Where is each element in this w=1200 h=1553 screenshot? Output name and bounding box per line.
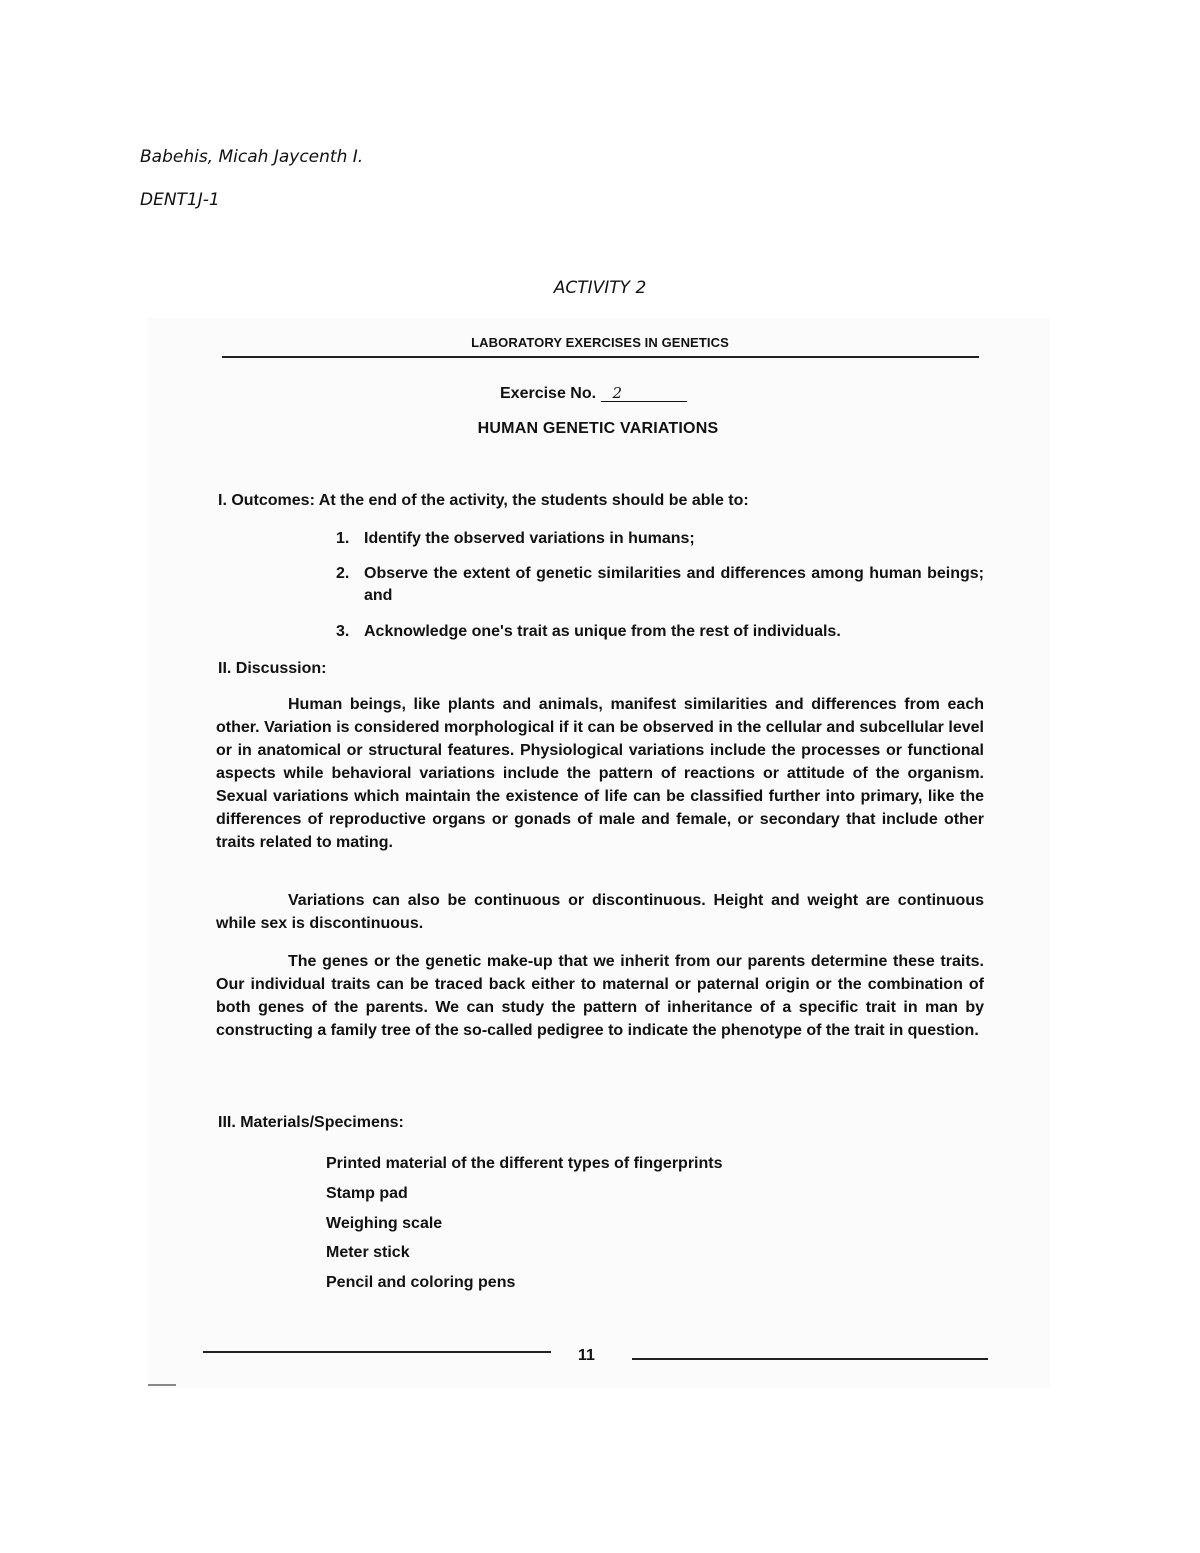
material-item: Pencil and coloring pens — [326, 1274, 516, 1292]
worksheet-header: LABORATORY EXERCISES IN GENETICS — [471, 335, 729, 350]
outcome-number: 2. — [336, 565, 350, 582]
exercise-title: HUMAN GENETIC VARIATIONS — [477, 420, 719, 437]
discussion-paragraph: The genes or the genetic make-up that we inherit from our parents determine these traits. Our individual traits can be traced back either to maternal or paternal origin or the combination of both genes of the parents. We can study the pattern of inheritance of a specific trait in man by constructing a family tree of the so-called pedigree to indicate the phenotype of the trait in question. — [216, 953, 984, 1039]
header-divider — [222, 356, 979, 358]
discussion-paragraph: Variations can also be continuous or discontinuous. Height and weight are continuous while sex is discontinuous. — [216, 892, 984, 932]
outcome-item — [336, 528, 984, 550]
outcomes-heading: I. Outcomes: At the end of the activity, the students should be able to: — [218, 492, 749, 509]
material-item: Printed material of the different types of fingerprints — [326, 1155, 723, 1172]
outcome-text: Observe the extent of genetic similarities and differences among human beings; and — [364, 565, 984, 604]
exercise-number: 2 — [601, 385, 687, 402]
scan-edge-mark — [148, 1384, 176, 1386]
student-name: Babehis, Micah Jaycenth I. — [140, 147, 364, 167]
footer-divider-left — [203, 1351, 551, 1353]
material-item: Weighing scale — [326, 1214, 443, 1232]
activity-title: ACTIVITY 2 — [553, 278, 647, 298]
outcome-item — [336, 621, 984, 643]
page-number: 11 — [578, 1347, 595, 1364]
discussion-paragraph: Human beings, like plants and animals, manifest similarities and differences from each other. Variation is considered morphological if it can be observed in the cellular and subcellular level or in anatomical or structural features. Physiological variations include the processes or functional aspects while behavioral variations include the pattern of reactions or attitude of the organism. Sexual variations which maintain the existence of life can be classified further into primary, like the differences of reproductive organs or gonads of male and female, or secondary that include other traits related to mating. — [216, 696, 984, 851]
outcome-number: 1. — [336, 530, 350, 547]
materials-list — [326, 1152, 723, 1301]
discussion-heading: II. Discussion: — [218, 660, 327, 677]
exercise-line — [500, 385, 687, 403]
materials-heading: III. Materials/Specimens: — [218, 1114, 404, 1131]
outcome-number: 3. — [336, 623, 350, 640]
footer-divider-right — [632, 1358, 988, 1360]
outcome-item — [336, 563, 984, 607]
student-section: DENT1J-1 — [140, 190, 220, 210]
exercise-label: Exercise No. — [500, 385, 597, 402]
material-item: Meter stick — [326, 1244, 410, 1262]
material-item: Stamp pad — [326, 1184, 408, 1202]
outcome-text: Acknowledge one's trait as unique from the rest of individuals. — [364, 623, 841, 640]
outcome-text: Identify the observed variations in humans; — [364, 530, 695, 547]
